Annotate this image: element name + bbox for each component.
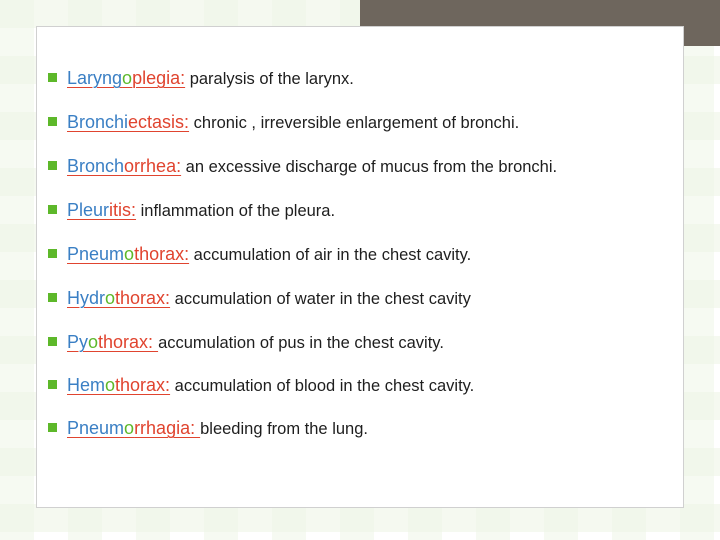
term — [67, 332, 158, 352]
list-item — [48, 66, 354, 91]
bullet-icon — [48, 293, 57, 302]
bullet-icon — [48, 161, 57, 170]
term-part: thorax: — [115, 288, 171, 308]
term-part: itis: — [109, 200, 137, 220]
definition: accumulation of water in the chest cavity — [170, 290, 471, 308]
bullet-icon — [48, 337, 57, 346]
term — [67, 375, 170, 395]
term — [67, 200, 136, 220]
definition: accumulation of blood in the chest cavity. — [170, 377, 475, 395]
term-part: plegia: — [132, 68, 186, 88]
term-part: orrhea: — [124, 156, 182, 176]
term-part: o — [105, 375, 116, 395]
term-part: o — [88, 332, 99, 352]
term-part: Pneum — [67, 418, 125, 438]
list-item — [48, 286, 471, 311]
background-stripe — [0, 0, 34, 540]
term-part: Py — [67, 332, 89, 352]
term-part: Hem — [67, 375, 106, 395]
bullet-icon — [48, 205, 57, 214]
term — [67, 244, 189, 264]
term-part: Pleur — [67, 200, 110, 220]
term — [67, 68, 185, 88]
list-item — [48, 198, 335, 223]
term — [67, 418, 200, 438]
definition: accumulation of air in the chest cavity. — [189, 246, 472, 264]
definition: chronic , irreversible enlargement of bronchi. — [189, 114, 520, 132]
term-part: Bronch — [67, 156, 125, 176]
term-part: o — [124, 418, 135, 438]
list-item — [48, 416, 368, 441]
bullet-icon — [48, 423, 57, 432]
term-part: ectasis: — [128, 112, 190, 132]
bullet-icon — [48, 73, 57, 82]
term-part: thorax: — [98, 332, 159, 352]
term-part: thorax: — [134, 244, 190, 264]
list-item — [48, 242, 471, 267]
bullet-icon — [48, 380, 57, 389]
definition: accumulation of pus in the chest cavity. — [158, 334, 444, 352]
term-part: thorax: — [115, 375, 171, 395]
term-part: Bronchi — [67, 112, 129, 132]
list-item — [48, 154, 557, 179]
term-part: Hydr — [67, 288, 106, 308]
term-part: Pneum — [67, 244, 125, 264]
bullet-icon — [48, 117, 57, 126]
background-stripe — [680, 0, 714, 540]
definition: an excessive discharge of mucus from the bronchi. — [181, 158, 558, 176]
term-part: o — [122, 68, 133, 88]
list-item — [48, 110, 519, 135]
term-part: o — [105, 288, 116, 308]
term — [67, 156, 181, 176]
term-part: rrhagia: — [134, 418, 201, 438]
bullet-icon — [48, 249, 57, 258]
term — [67, 112, 189, 132]
list-item — [48, 330, 444, 355]
definition: paralysis of the larynx. — [185, 70, 354, 88]
term-part: o — [124, 244, 135, 264]
term-part: Laryng — [67, 68, 123, 88]
definition: inflammation of the pleura. — [136, 202, 336, 220]
term — [67, 288, 170, 308]
list-item — [48, 373, 474, 398]
definition: bleeding from the lung. — [200, 420, 368, 438]
